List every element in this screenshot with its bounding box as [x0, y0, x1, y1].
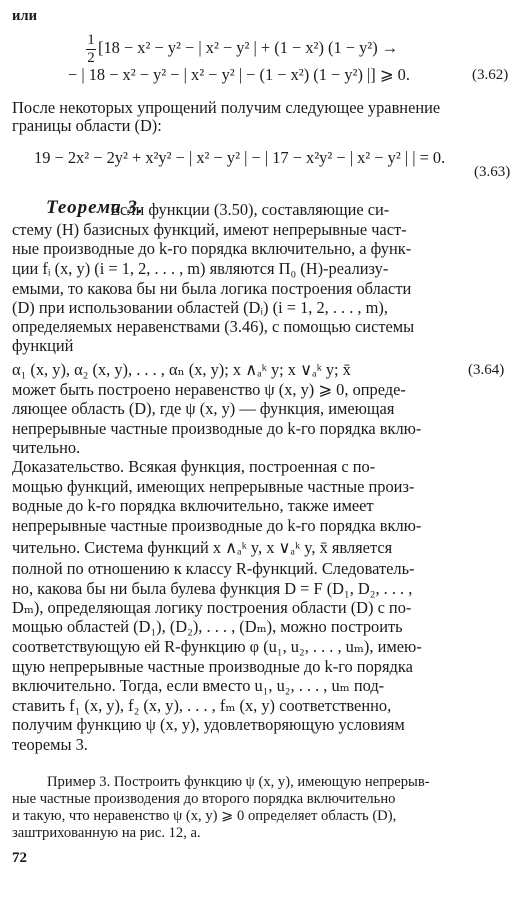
text-line: определяемых неравенствами (3.46), с помощью системы: [12, 317, 415, 336]
text-line: может быть построено неравенство ψ (x, y) ⩾ 0, опреде-: [12, 380, 406, 399]
text-line: мощью областей (D₁), (D₂), . . . , (Dₘ), можно построить: [12, 617, 403, 636]
text-line: ные частные производения до второго порядка включительно: [12, 791, 396, 807]
text-line: емыми, то какова бы ни была логика построения области: [12, 279, 412, 298]
equation-number-3-62: (3.62): [472, 67, 509, 83]
text-line: соответствующую ей R-функцию φ (u₁, u₂, . . . , uₘ), имею-: [12, 637, 422, 656]
text-line: Доказательство. Всякая функция, построенная с по-: [12, 457, 376, 476]
text-line: водные до k-го порядка включительно, также имеет: [12, 496, 374, 515]
equation-number-3-63: (3.63): [474, 164, 511, 180]
text-line: границы области (D):: [12, 116, 162, 135]
fraction-numerator: 1: [87, 32, 95, 48]
text-line: [18 − x² − y² − | x² − y² | + (1 − x²) (1 − y²) →: [98, 38, 399, 57]
text-line: или: [12, 8, 38, 24]
text-line: Если функции (3.50), составляющие си-: [110, 200, 390, 219]
text-line: теоремы 3.: [12, 735, 88, 754]
page-number: 72: [12, 850, 27, 866]
theorem-heading: Теорема 3.: [46, 197, 144, 218]
text-line: Dₘ), определяющая логику построения области (D) с по-: [12, 598, 412, 617]
text-line: непрерывные частные производные до k-го порядка вклю-: [12, 516, 422, 535]
equation-number-3-64: (3.64): [468, 362, 505, 378]
text-line: Пример 3. Построить функцию ψ (x, y), имеющую непрерыв-: [47, 774, 430, 790]
text-line: непрерывные частные производные до k-го порядка вклю-: [12, 419, 422, 438]
text-line: ставить f₁ (x, y), f₂ (x, y), . . . , fₘ (x, y) соответственно,: [12, 696, 392, 715]
text-line: мощью функций, имеющих непрерывные частные произ-: [12, 477, 415, 496]
text-line: ные производные до k-го порядка включительно, а функ-: [12, 239, 412, 258]
text-line: (D) при использовании областей (Dᵢ) (i = 1, 2, . . . , m),: [12, 298, 388, 317]
text-line: После некоторых упрощений получим следующее уравнение: [12, 98, 441, 117]
text-line: но, какова бы ни была булева функция D = F (D₁, D₂, . . . ,: [12, 579, 413, 598]
text-line: включительно. Тогда, если вместо u₁, u₂, . . . , uₘ под-: [12, 676, 385, 695]
text-line: получим функцию ψ (x, y), удовлетворяющую условиям: [12, 715, 405, 734]
text-line: заштрихованную на рис. 12, а.: [12, 825, 201, 841]
text-line: чительно.: [12, 438, 81, 457]
text-line: полной по отношению к классу R-функций. Следователь-: [12, 559, 415, 578]
text-line: α₁ (x, y), α₂ (x, y), . . . , αₙ (x, y); x ∧ₐᵏ y; x ∨ₐᵏ y; x̄: [12, 360, 351, 379]
text-line: ции fᵢ (x, y) (i = 1, 2, . . . , m) являются Π₀ (H)-реализу-: [12, 259, 389, 278]
fraction-denominator: 2: [87, 50, 95, 66]
text-line: − | 18 − x² − y² − | x² − y² | − (1 − x²) (1 − y²) |] ⩾ 0.: [68, 65, 410, 84]
text-line: 19 − 2x² − 2y² + x²y² − | x² − y² | − | 17 − x²y² − | x² − y² | | = 0.: [34, 148, 446, 167]
text-line: стему (H) базисных функций, имеют непрерывные част-: [12, 220, 407, 239]
text-line: ляющее область (D), где ψ (x, y) — функция, имеющая: [12, 399, 395, 418]
text-line: функций: [12, 336, 74, 355]
text-line: и такую, что неравенство ψ (x, y) ⩾ 0 определяет область (D),: [12, 808, 397, 824]
text-line: чительно. Система функций x ∧ₐᵏ y, x ∨ₐᵏ y, x̄ является: [12, 538, 393, 557]
text-line: щую непрерывные частные производные до k-го порядка: [12, 657, 413, 676]
